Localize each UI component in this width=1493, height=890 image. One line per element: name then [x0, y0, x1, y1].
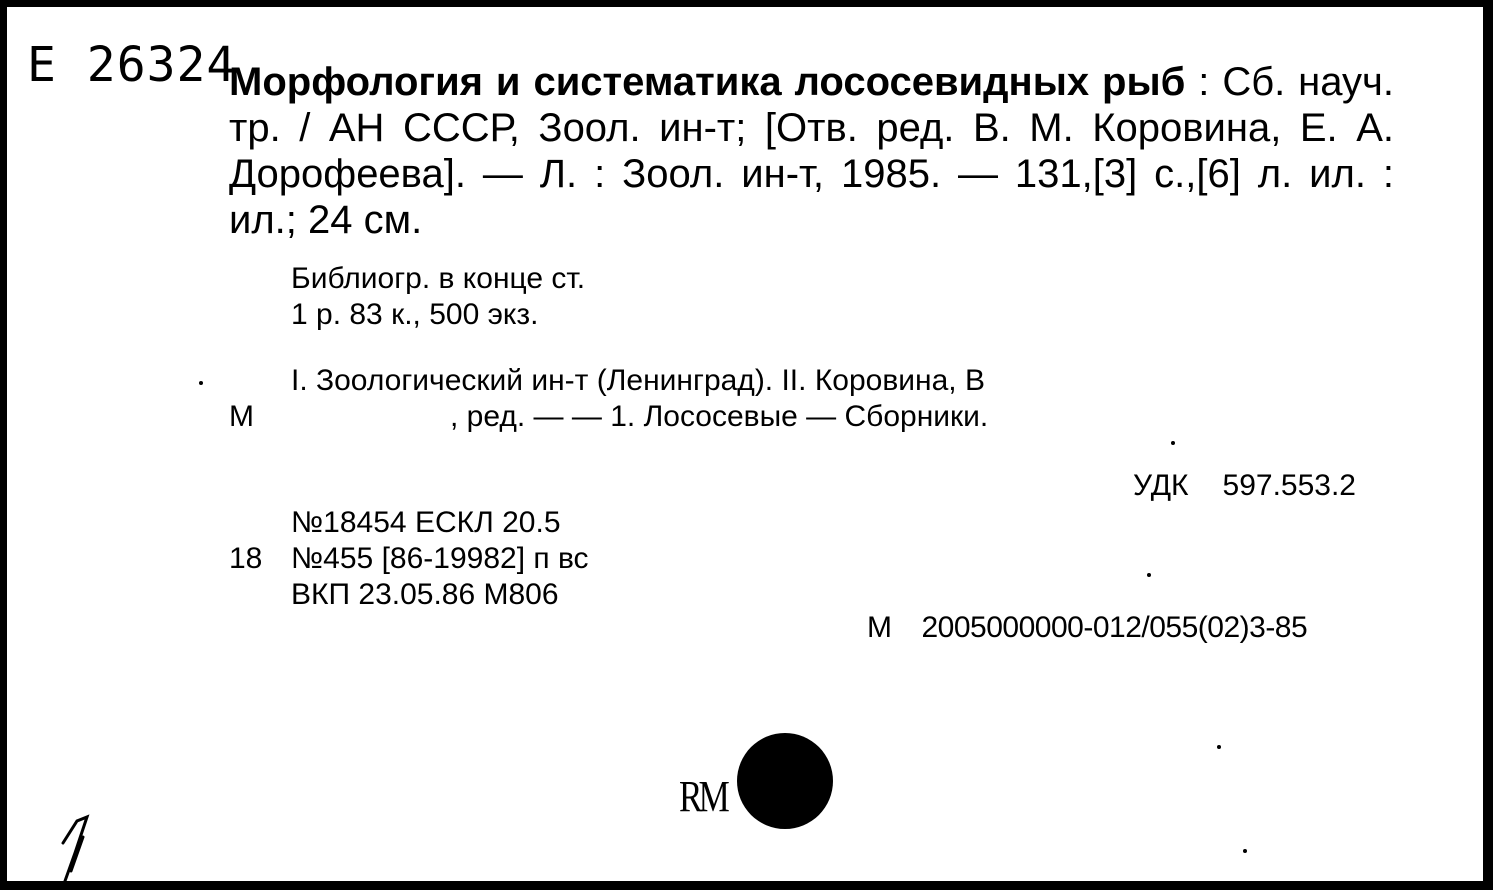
description-rest: : Сб. науч. тр. / АН СССР, Зоол. ин-т; [Отв. ред. В. М. Коровина, Е. А. Дорофеева]. — Л. : Зоол. ин-т, 1985. — 131,[3] с.,[6] л. ил. : ил.; 24 см. [229, 60, 1395, 242]
pub-code-prefix: М [867, 611, 892, 644]
registration-line-3: ВКП 23.05.86 М806 [291, 578, 559, 611]
registration-line-1: №18454 ЕСКЛ 20.5 [291, 506, 561, 539]
publication-code [867, 611, 1307, 645]
stamp-text: RM [679, 772, 726, 821]
speck [1171, 441, 1175, 445]
title: Морфология и систематика лососевидных рыб [229, 60, 1186, 104]
note-bibliography: Библиогр. в конце ст. [291, 262, 586, 295]
tracing-line-2 [229, 399, 988, 435]
speck [1147, 573, 1151, 577]
registration-info [229, 505, 589, 613]
tracing [229, 363, 988, 435]
notes [291, 261, 585, 333]
udc-classification [1133, 469, 1356, 503]
handwritten-mark [57, 813, 97, 884]
bibliographic-description [229, 59, 1394, 243]
pub-code-value: 2005000000-012/055(02)3-85 [921, 611, 1308, 644]
registration-line-2-prefix: 18 [229, 542, 263, 575]
note-price: 1 р. 83 к., 500 экз. [291, 298, 539, 331]
call-number: Е 26324 [27, 37, 237, 93]
tracing-line-2-rest: , ред. — — 1. Лососевые — Сборники. [450, 400, 989, 433]
catalog-card [4, 4, 1486, 884]
speck [199, 381, 203, 385]
registration-line-2: №455 [86-19982] п вс [291, 542, 589, 575]
udc-value: 597.553.2 [1222, 469, 1356, 502]
speck [1243, 849, 1247, 853]
udc-label: УДК [1133, 469, 1189, 502]
tracing-line-1: I. Зоологический ин-т (Ленинград). II. Коровина, В [291, 364, 985, 397]
tracing-line-2-prefix: М [229, 400, 254, 433]
speck [1217, 745, 1221, 749]
stamp-dot [737, 733, 833, 829]
